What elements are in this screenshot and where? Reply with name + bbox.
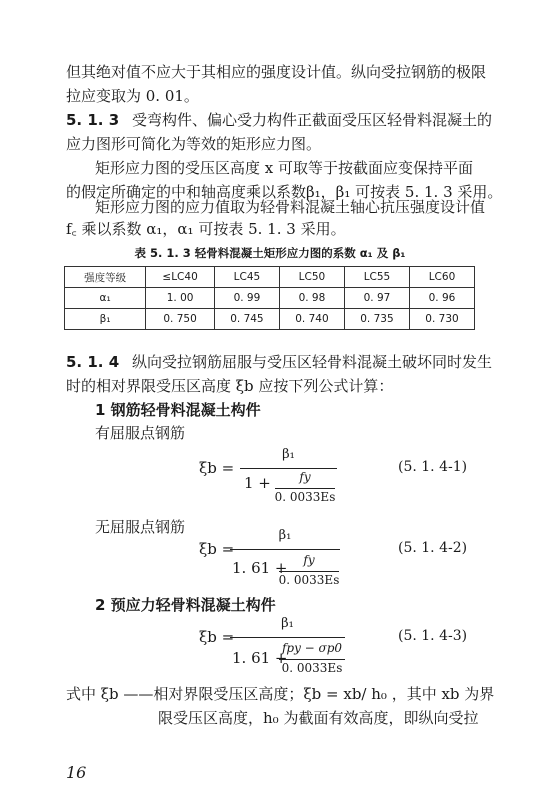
eq-den-numerator: fy [299, 470, 311, 484]
eq-numerator: β₁ [278, 528, 292, 543]
eq-den-prefix: 1 + [244, 474, 271, 492]
table-cell: 0. 750 [146, 309, 215, 330]
table-cell: 0. 98 [279, 288, 344, 309]
table-header-cell: LC60 [409, 267, 474, 288]
table-cell: 0. 735 [344, 309, 409, 330]
table-cell: 0. 96 [409, 288, 474, 309]
table-cell: 0. 97 [344, 288, 409, 309]
eq-main-bar [240, 468, 337, 469]
eq-den-numerator: fy [303, 553, 315, 567]
equation-number: (5. 1. 4-3) [398, 628, 468, 644]
table-cell: β₁ [65, 309, 146, 330]
table-cell: α₁ [65, 288, 146, 309]
eq-den-prefix: 1. 61 + [232, 649, 288, 667]
eq-den-denominator: 0. 0033Es [278, 573, 340, 587]
section-5-1-4-line2: 时的相对界限受压区高度 ξb 应按下列公式计算： [66, 377, 394, 395]
table-header-cell: LC50 [279, 267, 344, 288]
section-5-1-3-heading [66, 110, 492, 130]
eq-den-prefix: 1. 61 + [232, 559, 288, 577]
eq-main-bar [230, 637, 345, 638]
item-2-heading: 2 预应力轻骨料混凝土构件 [95, 596, 276, 614]
section-5-1-4-heading [66, 352, 492, 372]
table-cell: 0. 99 [214, 288, 279, 309]
section-5-1-3-line2: 应力图形可简化为等效的矩形应力图。 [66, 135, 322, 153]
table-cell: 0. 740 [279, 309, 344, 330]
eq-den-numerator: fpy − σp0 [281, 641, 343, 655]
eq-main-bar [230, 549, 340, 550]
para1-line1: 但其绝对值不应大于其相应的强度设计值。纵向受拉钢筋的极限 [66, 63, 487, 81]
section-5-1-3-p3-line1: 矩形应力图的应力值取为轻骨料混凝土轴心抗压强度设计值 [95, 198, 486, 216]
eq-den-denominator: 0. 0033Es [281, 661, 343, 675]
table-header-cell: LC45 [214, 267, 279, 288]
table-header-cell: ≤LC40 [146, 267, 215, 288]
table-caption: 表 5. 1. 3 轻骨料混凝土矩形应力图的系数 α₁ 及 β₁ [134, 246, 406, 260]
table-header-row [65, 267, 475, 288]
item-1-sub-yield: 有屈服点钢筋 [95, 424, 186, 442]
eq-den-denominator: 0. 0033Es [274, 490, 336, 504]
table-header-cell: LC55 [344, 267, 409, 288]
table-row [65, 288, 475, 309]
where-line2: 限受压区高度，h₀ 为截面有效高度，即纵向受拉 [158, 709, 479, 727]
section-number: 5. 1. 3 [66, 111, 120, 129]
page-number: 16 [66, 763, 87, 782]
where-line1: 式中 ξb ——相对界限受压区高度；ξb = xb/ h₀ ，其中 xb 为界 [66, 685, 495, 703]
table-cell: 0. 745 [214, 309, 279, 330]
equation-number: (5. 1. 4-1) [398, 459, 468, 475]
section-text: 受弯构件、偏心受力构件正截面受压区轻骨料混凝土的 [131, 111, 492, 129]
eq-lhs: ξb = [199, 459, 235, 477]
section-5-1-3-p2-line2: 的假定所确定的中和轴高度乘以系数β₁，β₁ 可按表 5. 1. 3 采用。 [66, 183, 503, 201]
para1-line2: 拉应变取为 0. 01。 [66, 87, 199, 105]
item-1-sub-no-yield: 无屈服点钢筋 [95, 518, 186, 536]
section-5-1-3-p2-line1: 矩形应力图的受压区高度 x 可取等于按截面应变保持平面 [95, 159, 473, 177]
eq-lhs: ξb = [199, 540, 235, 558]
coefficient-table [64, 266, 475, 330]
eq-den-bar [275, 488, 335, 489]
table-cell: 0. 730 [409, 309, 474, 330]
item-1-heading: 1 钢筋轻骨料混凝土构件 [95, 401, 261, 419]
eq-numerator: β₁ [282, 447, 295, 462]
eq-den-bar [279, 571, 339, 572]
section-text: 纵向受拉钢筋屈服与受压区轻骨料混凝土破坏同时发生 [131, 353, 492, 371]
section-number: 5. 1. 4 [66, 353, 120, 371]
table-cell: 1. 00 [146, 288, 215, 309]
section-5-1-3-p3-line2: f꜀ 乘以系数 α₁，α₁ 可按表 5. 1. 3 采用。 [66, 220, 346, 238]
eq-den-bar [279, 659, 345, 660]
eq-lhs: ξb = [199, 628, 235, 646]
table-row [65, 309, 475, 330]
equation-number: (5. 1. 4-2) [398, 540, 468, 556]
eq-numerator: β₁ [281, 616, 294, 631]
table-header-cell: 强度等级 [65, 267, 146, 288]
